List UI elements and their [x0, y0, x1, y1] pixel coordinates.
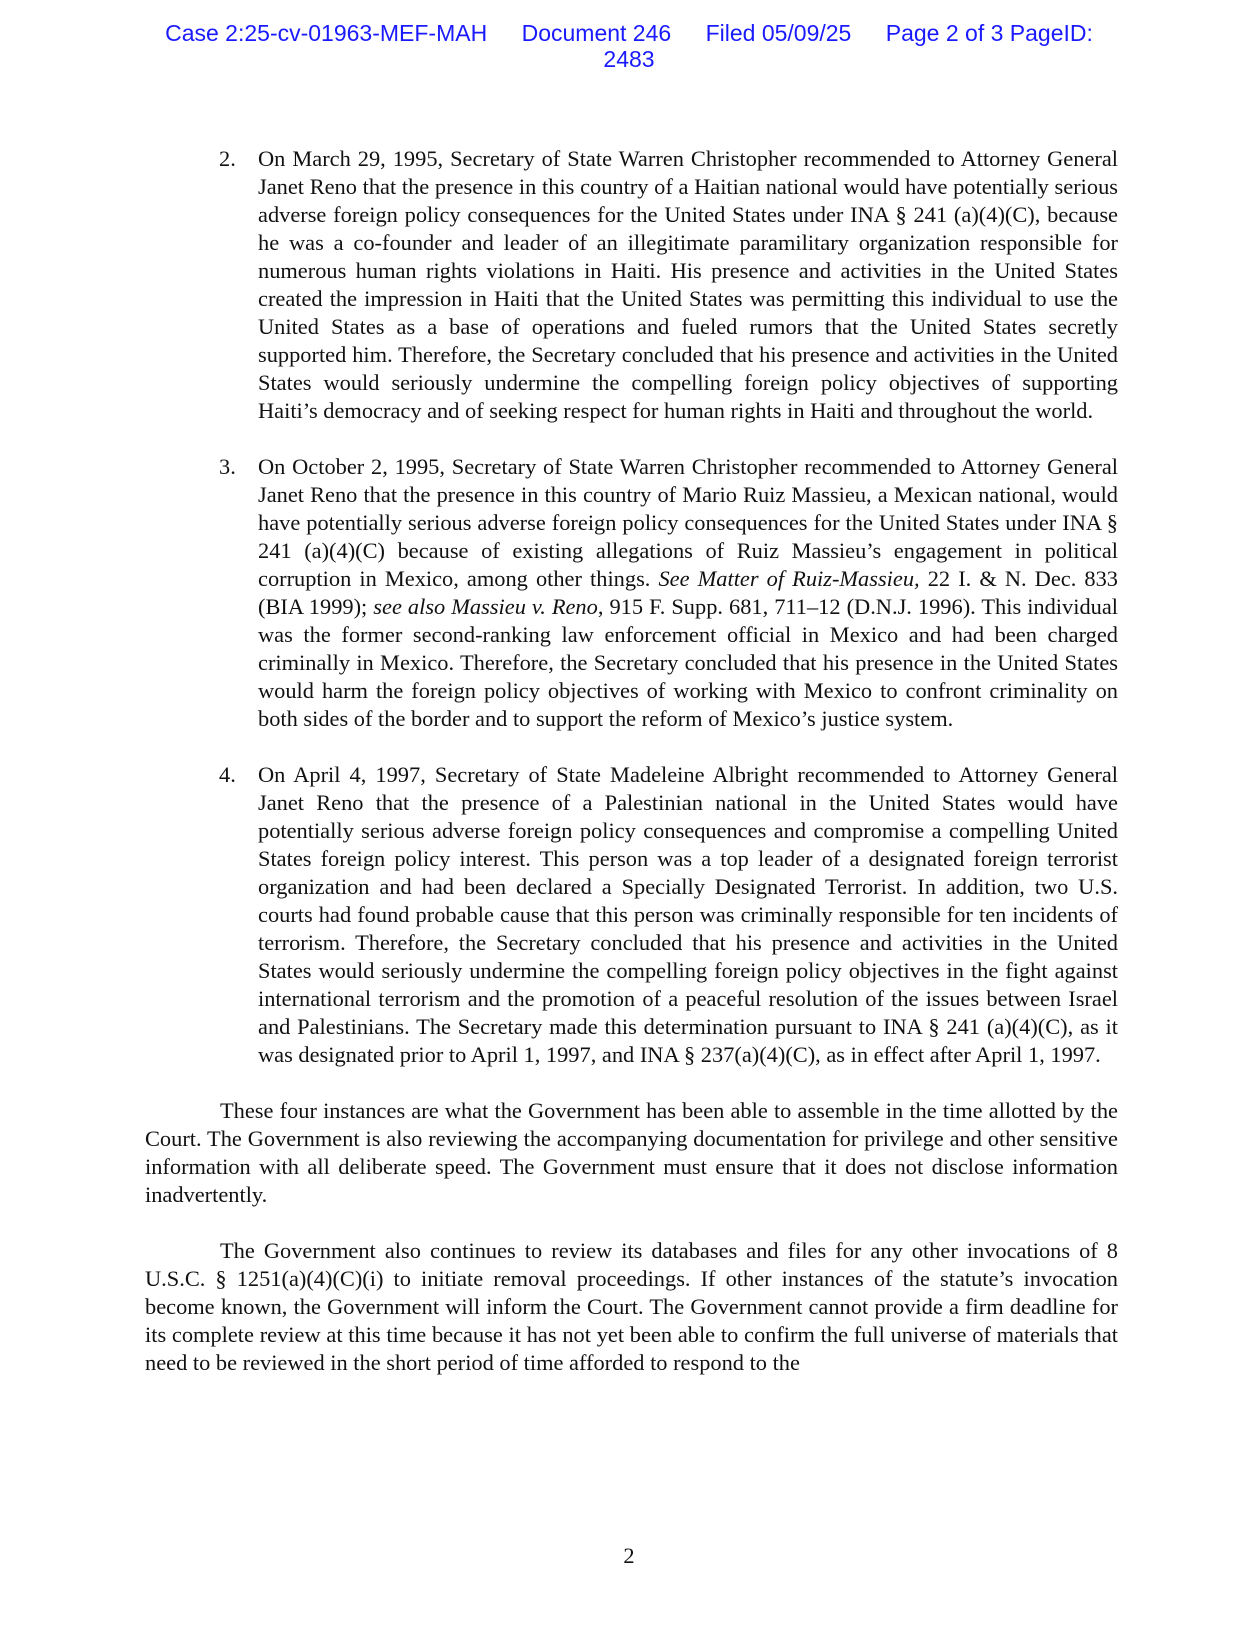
- item-number: 2.: [219, 146, 236, 171]
- ecf-header-line-1: [0, 20, 1258, 46]
- page-number: 2: [623, 1543, 635, 1568]
- case-number: Case 2:25-cv-01963-MEF-MAH: [165, 20, 488, 46]
- filed-date: Filed 05/09/25: [705, 20, 852, 46]
- item-text-part-c: , 915 F. Supp. 681, 711–12 (D.N.J. 1996). This individual was the former second-ranking law enforcement official in Mexico and had been charged criminally in Mexico. Therefore, the Secretary concluded that his presence in the United States would harm the foreign policy objectives of working with Mexico to confront criminality on both sides of the border and to support the reform of Mexico’s justice system.: [258, 594, 1118, 731]
- page-id: 2483: [603, 46, 655, 72]
- item-text-part-a: On October 2, 1995, Secretary of State Warren Christopher recommended to Attorney General Janet Reno that the presence in this country of Mario Ruiz Massieu, a Mexican national, would have potentially serious adverse foreign policy consequences for the United States under INA § 241 (a)(4)(C) because of existing allegations of Ruiz Massieu’s engagement in political corruption in Mexico, among other things.: [258, 454, 1118, 591]
- document-body: [145, 145, 1118, 1405]
- numbered-item-2: [145, 145, 1118, 425]
- item-text: On April 4, 1997, Secretary of State Madeleine Albright recommended to Attorney General Janet Reno that the presence of a Palestinian national in the United States would have potentially serious adverse foreign policy consequences and compromise a compelling United States foreign policy interest. This person was a top leader of a designated foreign terrorist organization and had been declared a Specially Designated Terrorist. In addition, two U.S. courts had found probable cause that this person was criminally responsible for ten incidents of terrorism. Therefore, the Secretary concluded that his presence and activities in the United States would seriously undermine the compelling foreign policy objectives in the fight against international terrorism and the promotion of a peaceful resolution of the issues between Israel and Palestinians. The Secretary made this determination pursuant to INA § 241 (a)(4)(C), as it was designated prior to April 1, 1997, and INA § 237(a)(4)(C), as in effect after April 1, 1997.: [258, 762, 1118, 1067]
- body-paragraph-four-instances: These four instances are what the Government has been able to assemble in the time allotted by the Court. The Government is also reviewing the accompanying documentation for privilege and other sensitive information with all deliberate speed. The Government must ensure that it does not disclose information inadvertently.: [145, 1098, 1118, 1207]
- item-number: 4.: [219, 762, 236, 787]
- page-of: Page 2 of 3 PageID:: [885, 20, 1093, 46]
- numbered-item-4: [145, 761, 1118, 1069]
- body-paragraph-continued-review: The Government also continues to review its databases and files for any other invocations of 8 U.S.C. § 1251(a)(4)(C)(i) to initiate removal proceedings. If other instances of the statute’s invocation become known, the Government will inform the Court. The Government cannot provide a firm deadline for its complete review at this time because it has not yet been able to confirm the full universe of materials that need to be reviewed in the short period of time afforded to respond to the: [145, 1238, 1118, 1375]
- case-citation-massieu-v-reno: see also Massieu v. Reno: [373, 594, 598, 619]
- case-citation-ruiz-massieu: See Matter of Ruiz-Massieu,: [658, 566, 920, 591]
- document-number: Document 246: [521, 20, 672, 46]
- item-text-part-b: 22 I. & N. Dec. 833 (BIA 1999);: [258, 566, 1118, 619]
- item-number: 3.: [219, 454, 236, 479]
- ecf-header: [0, 20, 1258, 72]
- item-text: On March 29, 1995, Secretary of State Warren Christopher recommended to Attorney General Janet Reno that the presence in this country of a Haitian national would have potentially serious adverse foreign policy consequences for the United States under INA § 241 (a)(4)(C), because he was a co-founder and leader of an illegitimate paramilitary organization responsible for numerous human rights violations in Haiti. His presence and activities in the United States created the impression in Haiti that the United States was permitting this individual to use the United States as a base of operations and fueled rumors that the United States secretly supported him. Therefore, the Secretary concluded that his presence and activities in the United States would seriously undermine the compelling foreign policy objectives of supporting Haiti’s democracy and of seeking respect for human rights in Haiti and throughout the world.: [258, 146, 1118, 423]
- numbered-item-3: [145, 453, 1118, 733]
